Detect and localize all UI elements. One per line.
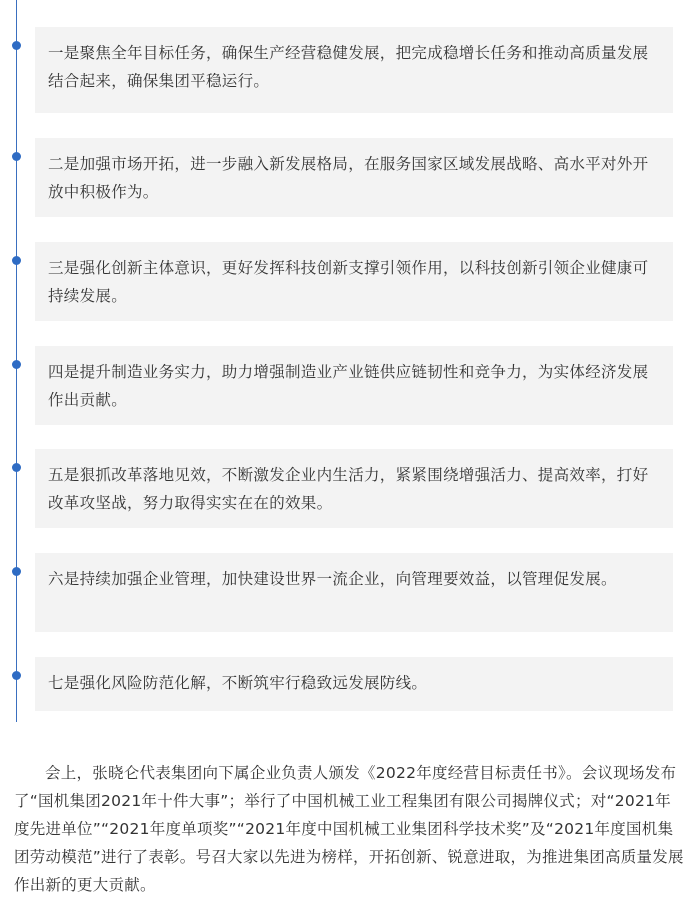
timeline-dot (12, 41, 21, 50)
timeline-dot (12, 256, 21, 265)
timeline-item-1: 一是聚焦全年目标任务，确保生产经营稳健发展，把完成稳增长任务和推动高质量发展结合起来，确保集团平稳运行。 (35, 27, 673, 113)
timeline-dot (12, 567, 21, 576)
timeline-dot (12, 152, 21, 161)
timeline-item-4: 四是提升制造业务实力，助力增强制造业产业链供应链韧性和竞争力，为实体经济发展作出贡献。 (35, 346, 673, 425)
timeline-dot (12, 671, 21, 680)
timeline-item-3: 三是强化创新主体意识，更好发挥科技创新支撑引领作用，以科技创新引领企业健康可持续发展。 (35, 242, 673, 321)
timeline-dot (12, 463, 21, 472)
timeline-item-6: 六是持续加强企业管理，加快建设世界一流企业，向管理要效益，以管理促发展。 (35, 553, 673, 632)
summary-paragraph: 会上，张晓仑代表集团向下属企业负责人颁发《2022年度经营目标责任书》。会议现场发布了“国机集团2021年十件大事”；举行了中国机械工业工程集团有限公司揭牌仪式；对“2021年度先进单位”“2021年度单项奖”“2021年度中国机械工业集团科学技术奖”及“2021年度国机集团劳动模范”进行了表彰。号召大家以先进为榜样，开拓创新、锐意进取，为推进集团高质量发展作出新的更大贡献。 (14, 764, 684, 894)
timeline-item-5: 五是狠抓改革落地见效，不断激发企业内生活力，紧紧围绕增强活力、提高效率，打好改革攻坚战，努力取得实实在在的效果。 (35, 449, 673, 528)
timeline-dot (12, 360, 21, 369)
timeline-item-2: 二是加强市场开拓，进一步融入新发展格局，在服务国家区域发展战略、高水平对外开放中积极作为。 (35, 138, 673, 217)
timeline-item-7: 七是强化风险防范化解，不断筑牢行稳致远发展防线。 (35, 657, 673, 711)
